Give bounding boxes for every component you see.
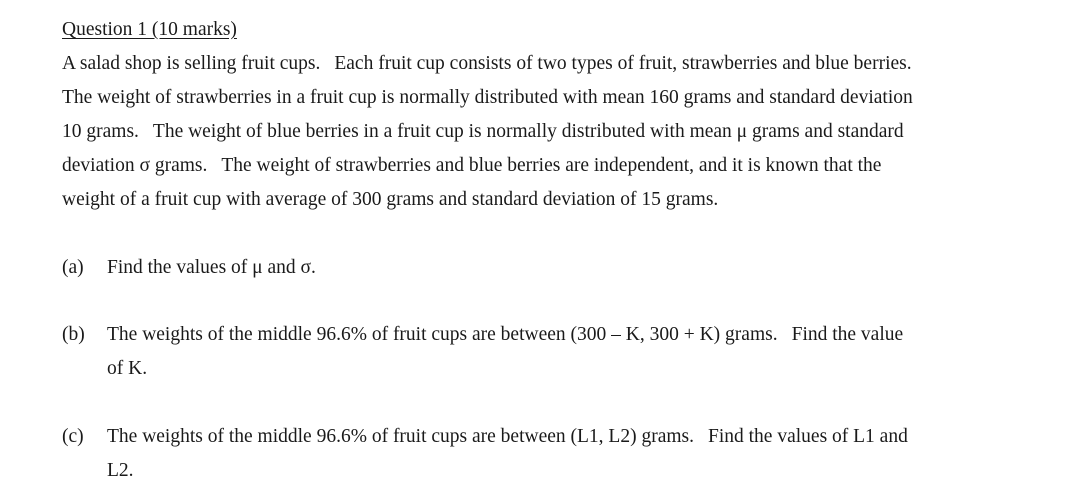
- part-a-text: Find the values of μ and σ.: [107, 257, 316, 278]
- part-c-text: The weights of the middle 96.6% of fruit cups are between (L1, L2) grams.: [107, 426, 694, 447]
- part-b-text: The weights of the middle 96.6% of fruit cups are between (300 – K, 300 + K) grams.: [107, 324, 778, 345]
- intro-line: [62, 153, 881, 179]
- intro-line: [62, 51, 912, 77]
- intro-text: A salad shop is selling fruit cups.: [62, 53, 321, 74]
- part-c-text: Find the values of L1 and: [708, 426, 908, 447]
- intro-text: The weight of strawberries in a fruit cup is normally distributed with mean 160 grams and standard deviation: [62, 87, 913, 108]
- part-a-label: (a): [62, 257, 84, 278]
- part-c-line: [107, 424, 908, 450]
- part-b-text: of K.: [107, 358, 148, 379]
- intro-text: deviation σ grams.: [62, 155, 208, 176]
- intro-text: weight of a fruit cup with average of 300 grams and standard deviation of 15 grams.: [62, 189, 719, 210]
- part-b-line: [107, 322, 903, 348]
- intro-line: [62, 119, 904, 145]
- intro-text: 10 grams.: [62, 121, 139, 142]
- part-c-label: (c): [62, 426, 84, 447]
- part-b-label: (b): [62, 324, 85, 345]
- intro-line: [62, 187, 718, 213]
- part-b-text: Find the value: [791, 324, 904, 345]
- intro-line: [62, 85, 913, 111]
- question-title: Question 1 (10 marks): [62, 19, 237, 40]
- part-c-line: [107, 458, 134, 484]
- part-b-line: [107, 356, 147, 382]
- intro-text: The weight of blue berries in a fruit cup is normally distributed with mean μ grams and standard: [152, 121, 904, 142]
- intro-text: The weight of strawberries and blue berries are independent, and it is known that the: [221, 155, 882, 176]
- part-c-text: L2.: [107, 460, 134, 481]
- intro-text: Each fruit cup consists of two types of fruit, strawberries and blue berries.: [334, 53, 912, 74]
